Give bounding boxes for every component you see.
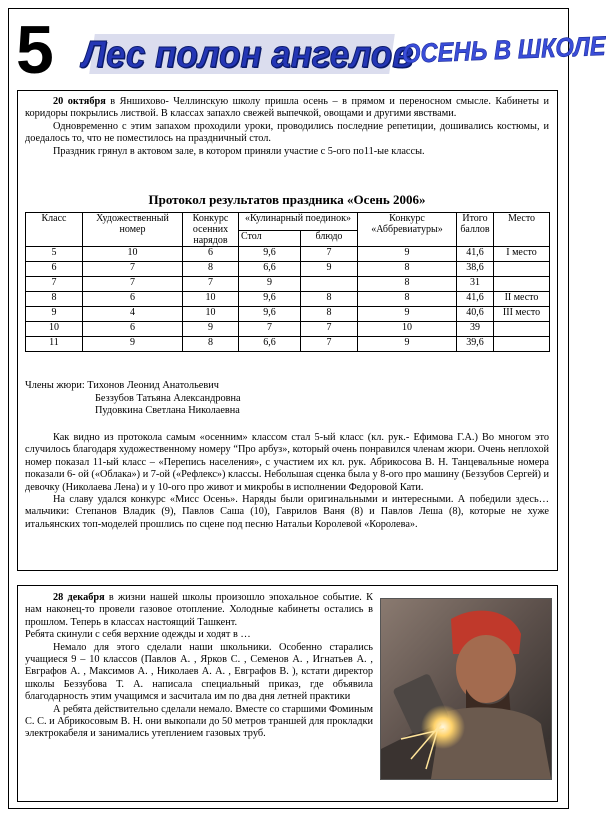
table-row bbox=[26, 307, 550, 322]
jury-list bbox=[25, 380, 549, 418]
table-row bbox=[26, 322, 550, 337]
table-row bbox=[26, 337, 550, 352]
col-class: Класс bbox=[26, 213, 83, 247]
table-cell-out: 7 bbox=[183, 277, 239, 292]
col-abbrev: Конкурс «Аббревиатуры» bbox=[358, 213, 457, 247]
table-cell-abbr: 10 bbox=[358, 322, 457, 337]
autumn-summary bbox=[25, 432, 549, 531]
table-cell-art: 7 bbox=[83, 277, 183, 292]
gas-p3: Немало для этого сделали наши школьники. Особенно старались учащиеся 9 – 10 классов (Павлов А. , Ярков С. , Семенов А. , Игнатьев А. , Евграфов А. , Максимов А. , Николаев А. А. , Евграфов В. ), кстати директор школы Беззубова Т. А. написала специальный приказ, где объявила благодарность этим учащимся и засчитала им по два дня летней практики bbox=[25, 641, 373, 703]
autumn-p3: Праздник грянул в актовом зале, в котором приняли участие с 5-ого по11-ые классы. bbox=[53, 145, 425, 157]
col-place: Место bbox=[494, 213, 550, 247]
table-cell-art: 6 bbox=[83, 322, 183, 337]
gas-article bbox=[25, 592, 373, 741]
table-cell-art: 7 bbox=[83, 262, 183, 277]
table-cell-out: 8 bbox=[183, 262, 239, 277]
table-cell-out: 8 bbox=[183, 337, 239, 352]
table-cell-dish: 7 bbox=[301, 322, 358, 337]
jury-line: Члены жюри: Тихонов Леонид Анатольевич bbox=[25, 380, 219, 391]
jury-line: Пудовкина Светлана Николаевна bbox=[95, 405, 240, 416]
welder-photo bbox=[380, 598, 552, 780]
table-cell-dish: 9 bbox=[301, 262, 358, 277]
table-cell-total: 40,6 bbox=[457, 307, 494, 322]
col-culinary: «Кулинарный поединок» bbox=[239, 213, 358, 231]
table-cell-cls: 9 bbox=[26, 307, 83, 322]
table-cell-place: II место bbox=[494, 292, 550, 307]
table-cell-total: 38,6 bbox=[457, 262, 494, 277]
table-cell-total: 39 bbox=[457, 322, 494, 337]
table-cell-dish: 7 bbox=[301, 247, 358, 262]
table-cell-out: 10 bbox=[183, 307, 239, 322]
table-cell-abbr: 8 bbox=[358, 262, 457, 277]
autumn-p2: Одновременно с этим запахом проходили уроки, проводились последние репетиции, дошивались костюмы, и доедалось то, что не поместилось на праздничный стол. bbox=[25, 120, 549, 145]
page-number: 5 bbox=[16, 12, 52, 88]
table-cell-dish: 7 bbox=[301, 337, 358, 352]
table-cell-tbl: 9,6 bbox=[239, 307, 301, 322]
col-outfits: Конкурс осенних нарядов bbox=[183, 213, 239, 247]
col-dish: блюдо bbox=[301, 231, 358, 247]
table-cell-out: 10 bbox=[183, 292, 239, 307]
table-cell-abbr: 9 bbox=[358, 307, 457, 322]
table-cell-cls: 6 bbox=[26, 262, 83, 277]
table-cell-abbr: 9 bbox=[358, 247, 457, 262]
autumn-article-intro bbox=[25, 96, 549, 158]
gas-date: 28 декабря bbox=[53, 592, 105, 603]
table-cell-tbl: 9 bbox=[239, 277, 301, 292]
table-cell-cls: 10 bbox=[26, 322, 83, 337]
protocol-title: Протокол результатов праздника «Осень 2006» bbox=[148, 192, 426, 207]
table-cell-dish bbox=[301, 277, 358, 292]
table-cell-art: 4 bbox=[83, 307, 183, 322]
summary-p1: Как видно из протокола самым «осенним» классом стал 5-ый класс (кл. рук.- Ефимова Г.А.) Во многом это случилось благодаря художественному номеру “Про арбуз», который очень понравился членам жюри. Очень неплохой номер показал 11-ый класс – «Перепись населения», с участием их кл. рук. Абрикосова В. Н. Танцевальные номера показали 6- ой («Облака») и 7-ой («Рефлекс») классы. Небольшая сценка была у 8-ого про машину (Беззубов Сергей) и девочку (Николаева Лена) и у 10-ого про живот и микробы в исполнении Федоровой Кати. bbox=[25, 432, 549, 493]
autumn-p1: в Яншиховo- Челлинскую школу пришла осень – в прямом и переносном смысле. Кабинеты и коридоры покрылись листвой. В классах запахло свежей выпечкой, овощами и другими явствами. bbox=[25, 96, 549, 120]
table-cell-cls: 5 bbox=[26, 247, 83, 262]
page-title: Лес полон ангелов bbox=[82, 34, 414, 76]
table-cell-tbl: 7 bbox=[239, 322, 301, 337]
protocol-table bbox=[25, 212, 550, 352]
col-art: Художественный номер bbox=[83, 213, 183, 247]
table-cell-tbl: 6,6 bbox=[239, 337, 301, 352]
autumn-date: 20 октября bbox=[53, 96, 106, 107]
table-cell-art: 9 bbox=[83, 337, 183, 352]
table-cell-out: 9 bbox=[183, 322, 239, 337]
col-total: Итого баллов bbox=[457, 213, 494, 247]
table-cell-abbr: 9 bbox=[358, 337, 457, 352]
table-cell-place bbox=[494, 277, 550, 292]
table-cell-abbr: 8 bbox=[358, 292, 457, 307]
table-header-row bbox=[26, 213, 550, 231]
table-cell-dish: 8 bbox=[301, 292, 358, 307]
table-cell-place bbox=[494, 322, 550, 337]
table-cell-abbr: 8 bbox=[358, 277, 457, 292]
table-cell-tbl: 6,6 bbox=[239, 262, 301, 277]
table-cell-place: III место bbox=[494, 307, 550, 322]
table-row bbox=[26, 292, 550, 307]
table-cell-place bbox=[494, 337, 550, 352]
summary-p2: На славу удался конкурс «Мисс Осень». Наряды были оригинальными и интересными. А победили здесь… мальчики: Степанов Владик (9), Павлов Саша (10), Гаврилов Ваня (8) и Павлов Леша (8), которые не хуже итальянских топ-моделей прошлись по сцене под песню Натальи Королевой «Королева». bbox=[25, 494, 549, 530]
table-cell-cls: 8 bbox=[26, 292, 83, 307]
table-row bbox=[26, 247, 550, 262]
table-cell-cls: 11 bbox=[26, 337, 83, 352]
table-row bbox=[26, 262, 550, 277]
table-cell-total: 41,6 bbox=[457, 292, 494, 307]
jury-line: Беззубов Татьяна Александровна bbox=[95, 392, 241, 404]
table-cell-dish: 8 bbox=[301, 307, 358, 322]
table-cell-tbl: 9,6 bbox=[239, 247, 301, 262]
welder-photo-icon bbox=[381, 599, 551, 779]
table-cell-art: 10 bbox=[83, 247, 183, 262]
table-cell-place bbox=[494, 262, 550, 277]
gas-p4: А ребята действительно сделали немало. Вместе со старшими Фоминым С. С. и Абрикосовым В. Н. они выкопали до 50 метров траншей для прокладки электрокабеля и занимались утеплением газовых труб. bbox=[25, 703, 373, 740]
table-cell-out: 6 bbox=[183, 247, 239, 262]
table-cell-cls: 7 bbox=[26, 277, 83, 292]
col-table: Стол bbox=[239, 231, 301, 247]
table-cell-place: I место bbox=[494, 247, 550, 262]
gas-p1: в жизни нашей школы произошло эпохальное событие. К нам наконец-то провели газовое отопление. Холодные кабинеты остались в прошлом. Теперь в классах настоящий Ташкент. bbox=[25, 592, 373, 628]
table-cell-total: 31 bbox=[457, 277, 494, 292]
table-cell-art: 6 bbox=[83, 292, 183, 307]
section-title: ОСЕНЬ В ШКОЛЕ bbox=[401, 30, 606, 69]
table-row bbox=[26, 277, 550, 292]
table-cell-total: 41,6 bbox=[457, 247, 494, 262]
header bbox=[12, 12, 606, 88]
table-cell-total: 39,6 bbox=[457, 337, 494, 352]
table-cell-tbl: 9,6 bbox=[239, 292, 301, 307]
gas-p2: Ребята скинули с себя верхние одежды и ходят в … bbox=[25, 629, 251, 641]
